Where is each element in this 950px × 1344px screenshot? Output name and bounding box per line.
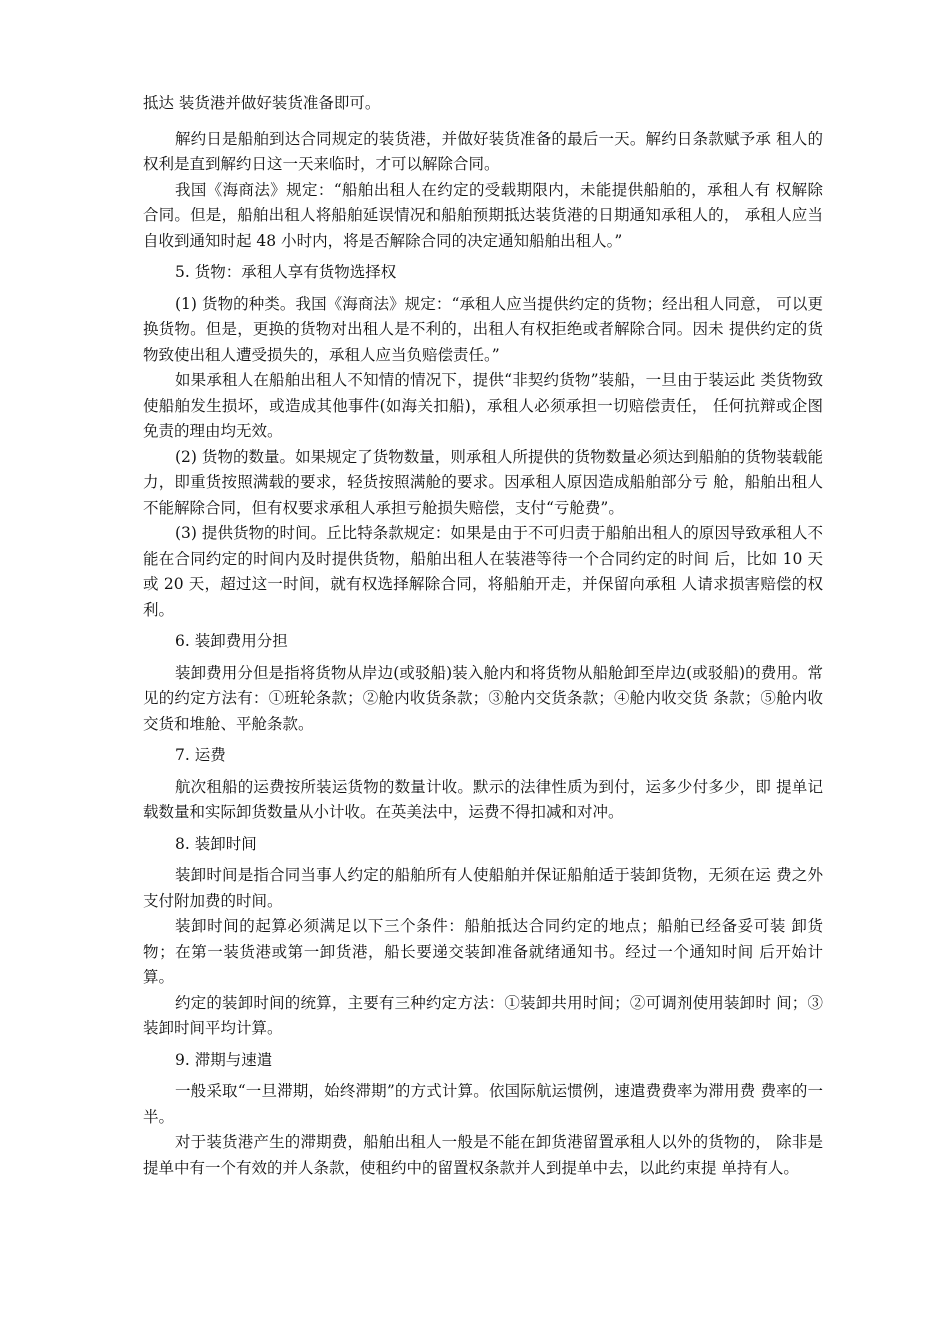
- paragraph-cancelling-date: 解约日是船舶到达合同规定的装货港，并做好装货准备的最后一天。解约日条款赋予承 租人的权利是直到解约日这一天来临时，才可以解除合同。: [143, 129, 823, 173]
- document-body: [143, 91, 823, 1181]
- section-heading-freight: 7. 运费: [175, 746, 226, 764]
- paragraph-cargo-quantity: (2) 货物的数量。如果规定了货物数量，则承租人所提供的货物数量必须达到船舶的货物装载能力，即重货按照满载的要求，轻货按照满舱的要求。因承租人原因造成船舶部分亏 舱，船舶出租人不能解除合同，但有权要求承租人承担亏舱损失赔偿，支付“亏舱费”。: [143, 447, 823, 517]
- paragraph-freight: 航次租船的运费按所装运货物的数量计收。默示的法律性质为到付，运多少付多少，即 提单记载数量和实际卸货数量从小计收。在英美法中，运费不得扣减和对冲。: [143, 777, 823, 821]
- paragraph-cargo-type: (1) 货物的种类。我国《海商法》规定：“承租人应当提供约定的货物；经出租人同意， 可以更换货物。但是，更换的货物对出租人是不利的，出租人有权拒绝或者解除合同。因未 提供约定的货物致使出租人遭受损失的，承租人应当负赔偿责任。”: [143, 294, 823, 364]
- paragraph-maritime-law-cancel: 我国《海商法》规定：“船舶出租人在约定的受载期限内，未能提供船舶的，承租人有 权解除合同。但是，船舶出租人将船舶延误情况和船舶预期抵达装货港的日期通知承租人的， 承租人应当自收到通知时起 48 小时内，将是否解除合同的决定通知船舶出租人。”: [143, 180, 823, 250]
- paragraph-continuation: 抵达 装货港并做好装货准备即可。: [143, 94, 381, 112]
- paragraph-loading-costs: 装卸费用分但是指将货物从岸边(或驳船)装入舱内和将货物从船舱卸至岸边(或驳船)的费用。常见的约定方法有：①班轮条款；②舱内收货条款；③舱内交货条款；④舱内收交货 条款；⑤舱内收交货和堆舱、平舱条款。: [143, 663, 823, 733]
- paragraph-demurrage-lien: 对于装货港产生的滞期费，船舶出租人一般是不能在卸货港留置承租人以外的货物的， 除非是提单中有一个有效的并人条款，使租约中的留置权条款并人到提单中去，以此约束提 单持有人。: [143, 1133, 823, 1177]
- paragraph-non-contract-cargo: 如果承租人在船舶出租人不知情的情况下，提供“非契约货物”装船，一旦由于装运此 类货物致使船舶发生损坏，或造成其他事件(如海关扣船)，承租人必须承担一切赔偿责任， 任何抗辩或企图免责的理由均无效。: [143, 371, 823, 440]
- section-heading-laytime: 8. 装卸时间: [175, 834, 257, 853]
- paragraph-laytime-calculation: 约定的装卸时间的统算，主要有三种约定方法：①装卸共用时间；②可调剂使用装卸时 间；③装卸时间平均计算。: [143, 993, 823, 1037]
- section-heading-cargo: 5. 货物：承租人享有货物选择权: [175, 263, 397, 281]
- paragraph-demurrage-method: 一般采取“一旦滞期，始终滞期”的方式计算。依国际航运惯例，速遣费费率为滞用费 费率的一半。: [143, 1082, 823, 1126]
- paragraph-laytime-definition: 装卸时间是指合同当事人约定的船舶所有人使船舶并保证船舶适于装卸货物，无须在运 费之外支付附加费的时间。: [143, 866, 823, 910]
- section-heading-loading-costs: 6. 装卸费用分担: [175, 632, 288, 650]
- section-heading-demurrage: 9. 滞期与速遣: [175, 1050, 273, 1069]
- paragraph-laytime-start: 装卸时间的起算必须满足以下三个条件：船舶抵达合同约定的地点；船舶已经备妥可装 卸货物；在第一装货港或第一卸货港，船长要递交装卸准备就绪通知书。经过一个通知时间 后开始计算。: [143, 917, 823, 986]
- paragraph-cargo-time: (3) 提供货物的时间。丘比特条款规定：如果是由于不可归责于船舶出租人的原因导致承租人不能在合同约定的时间内及时提供货物，船舶出租人在装港等待一个合同约定的时间 后，比如 10 天或 20 天，超过这一时间，就有权选择解除合同，将船舶开走，并保留向承租 人请求损害赔偿的权利。: [143, 524, 823, 619]
